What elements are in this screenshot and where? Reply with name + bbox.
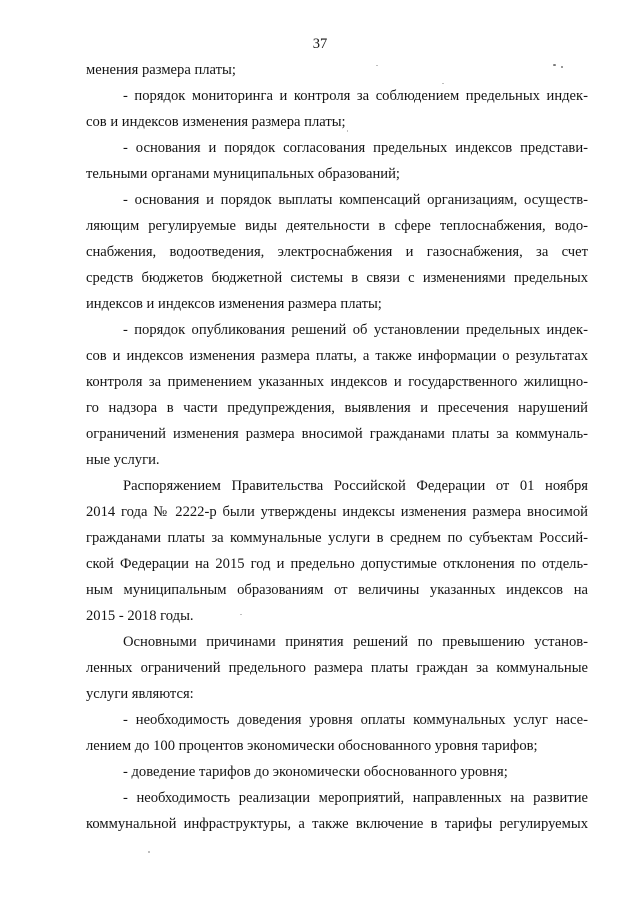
text-line: ным муниципальным образованиям от величины указанных индексов на	[86, 582, 588, 598]
text-line: - порядок опубликования решений об установлении предельных индек-	[123, 322, 588, 338]
text-line: индексов и индексов изменения размера платы;	[86, 296, 382, 312]
text-line: тельными органами муниципальных образований;	[86, 166, 400, 182]
text-line: гражданами платы за коммунальные услуги в среднем по субъектам Россий-	[86, 530, 588, 546]
text-line: - доведение тарифов до экономически обоснованного уровня;	[123, 764, 508, 780]
text-line: коммунальной инфраструктуры, а также включение в тарифы регулируемых	[86, 816, 588, 832]
scan-speck	[148, 851, 150, 853]
text-line: услуги являются:	[86, 686, 194, 702]
scan-speck	[442, 83, 444, 84]
text-line: Распоряжением Правительства Российской Федерации от 01 ноября	[123, 478, 588, 494]
scan-speck	[553, 64, 556, 66]
text-line: менения размера платы;	[86, 62, 236, 78]
text-line: - основания и порядок согласования предельных индексов представи-	[123, 140, 588, 156]
text-line: го надзора в части предупреждения, выявления и пресечения нарушений	[86, 400, 588, 416]
scan-speck	[240, 614, 242, 615]
text-line: средств бюджетов бюджетной системы в связи с изменениями предельных	[86, 270, 588, 286]
text-line: снабжения, водоотведения, электроснабжения и газоснабжения, за счет	[86, 244, 588, 260]
text-line: Основными причинами принятия решений по превышению установ-	[123, 634, 588, 650]
text-line: сов и индексов изменения размера платы, а также информации о результатах	[86, 348, 588, 364]
text-line: лением до 100 процентов экономически обоснованного уровня тарифов;	[86, 738, 538, 754]
text-line: - необходимость доведения уровня оплаты коммунальных услуг насе-	[123, 712, 588, 728]
text-line: - порядок мониторинга и контроля за соблюдением предельных индек-	[123, 88, 588, 104]
text-line: сов и индексов изменения размера платы;	[86, 114, 346, 130]
text-line: ляющим регулируемые виды деятельности в сфере теплоснабжения, водо-	[86, 218, 588, 234]
page-number: 37	[312, 36, 328, 52]
text-line: - основания и порядок выплаты компенсаций организациям, осуществ-	[123, 192, 588, 208]
text-line: ленных ограничений предельного размера платы граждан за коммунальные	[86, 660, 588, 676]
text-line: ской Федерации на 2015 год и предельно допустимые отклонения по отдель-	[86, 556, 588, 572]
text-line: 2014 года № 2222-р были утверждены индексы изменения размера вносимой	[86, 504, 588, 520]
scan-speck	[376, 65, 378, 66]
text-line: 2015 - 2018 годы.	[86, 608, 194, 624]
text-line: ограничений изменения размера вносимой гражданами платы за коммуналь-	[86, 426, 588, 442]
scan-speck	[561, 66, 563, 68]
text-line: контроля за применением указанных индексов и государственного жилищно-	[86, 374, 588, 390]
text-line: ные услуги.	[86, 452, 160, 468]
text-line: - необходимость реализации мероприятий, направленных на развитие	[123, 790, 588, 806]
scan-speck	[347, 130, 348, 132]
